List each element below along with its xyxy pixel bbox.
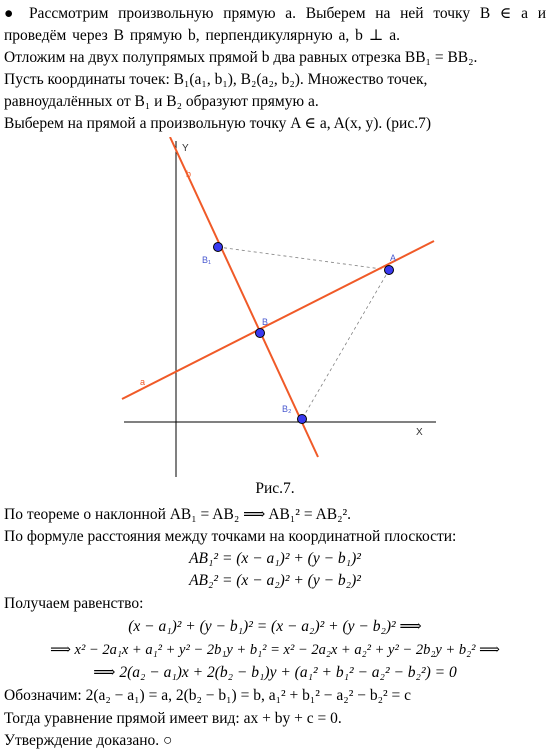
- point-b1: [214, 243, 223, 252]
- dashed-b1-a: [218, 247, 389, 270]
- formula-ab2: AB₂² = (x − a₂)² + (y − b₂)²: [189, 572, 361, 589]
- figure-caption: Рис.7.: [255, 480, 295, 497]
- text-line-12: Утверждение доказано. ○: [4, 732, 173, 749]
- formula-equality: (x − a₁)² + (y − b₁)² = (x − a₂)² + (y − b₂)² ⟹: [128, 618, 422, 635]
- text-line-11: Тогда уравнение прямой имеет вид: ax + by + c = 0.: [4, 710, 342, 727]
- dashed-a-b2: [302, 270, 389, 419]
- point-b2: [298, 415, 307, 424]
- text-line-5: равноудалённых от B₁ и B₂ образуют прямую a.: [4, 93, 319, 110]
- point-b1-label: B₁: [202, 255, 212, 265]
- axis-y-label: Y: [182, 143, 189, 154]
- line-a-label: a: [140, 377, 146, 387]
- text-line-6: Выберем на прямой a произвольную точку A ∈ a, A(x, y). (рис.7): [4, 115, 431, 132]
- text-line-10: Обозначим: 2(a₂ − a₁) = a, 2(b₂ − b₁) = b, a₁² + b₁² − a₂² − b₂² = c: [4, 687, 412, 704]
- point-a: [385, 266, 394, 275]
- formula-ab1: AB₁² = (x − a₁)² + (y − b₁)²: [189, 550, 361, 567]
- point-b2-label: B₂: [282, 404, 292, 414]
- line-b-label: b: [186, 169, 192, 179]
- text-line-3: Отложим на двух полупрямых прямой b два равных отрезка BB₁ = BB₂.: [4, 49, 478, 66]
- text-line-2: проведём через B прямую b, перпендикулярную a, b ⊥ a.: [4, 27, 400, 44]
- point-b: [256, 329, 265, 338]
- point-b-label: B: [262, 317, 269, 327]
- figure-perpendicular-lines: [118, 137, 438, 477]
- text-line-8: По формуле расстояния между точками на координатной плоскости:: [4, 528, 457, 545]
- formula-simplified: ⟹ 2(a₂ − a₁)x + 2(b₂ − b₁)y + (a₁² + b₁² − a₂² − b₂²) = 0: [93, 664, 457, 681]
- point-a-label: A: [390, 253, 397, 263]
- line-a: [122, 241, 434, 399]
- text-line-9: Получаем равенство:: [4, 595, 144, 612]
- axis-x-label: X: [416, 427, 423, 438]
- text-line-7: По теореме о наклонной AB₁ = AB₂ ⟹ AB₁² = AB₂².: [4, 506, 352, 523]
- text-line-4: Пусть координаты точек: B₁(a₁, b₁), B₂(a₂, b₂). Множество точек,: [4, 71, 428, 88]
- text-line-1: ● Рассмотрим произвольную прямую a. Выберем на ней точку B ∈ a и: [4, 5, 546, 22]
- line-b: [170, 137, 318, 457]
- formula-expanded: ⟹ x² − 2a₁x + a₁² + y² − 2b₁y + b₁² = x² − 2a₂x + a₂² + y² − 2b₂y + b₂² ⟹: [50, 642, 500, 658]
